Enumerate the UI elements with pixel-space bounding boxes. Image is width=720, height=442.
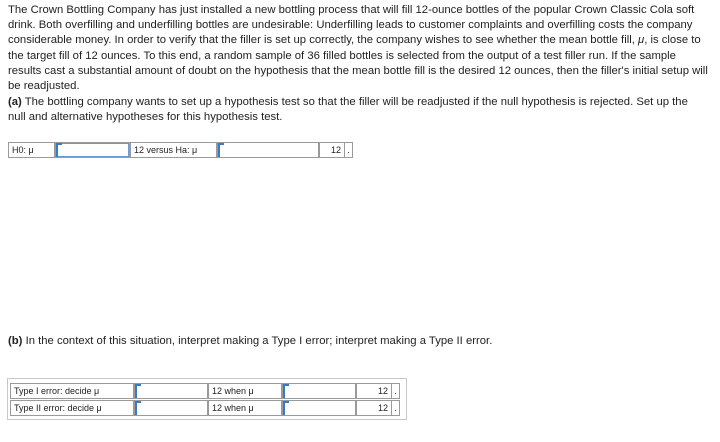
type-ii-middle: 12 when μ bbox=[208, 400, 282, 416]
part-b-text: In the context of this situation, interpret making a Type I error; interpret making a Type II error. bbox=[22, 335, 493, 347]
h0-label: H0: μ bbox=[8, 142, 55, 158]
dropdown-indicator bbox=[56, 143, 58, 157]
ha-operator-dropdown[interactable] bbox=[217, 142, 319, 158]
part-a-text: The bottling company wants to set up a hypothesis test so that the filler will be readjusted if the null hypothesis is rejected. Set up the null and alternative hypotheses for this hypothesis test. bbox=[8, 96, 688, 124]
dropdown-indicator bbox=[283, 384, 285, 398]
part-a-label: (a) bbox=[8, 96, 22, 108]
dropdown-indicator bbox=[283, 401, 285, 415]
part-b-question bbox=[8, 334, 708, 349]
type-i-truth-dropdown[interactable] bbox=[282, 383, 356, 399]
type-i-middle: 12 when μ bbox=[208, 383, 282, 399]
part-b-label: (b) bbox=[8, 335, 23, 347]
type-ii-value: 12 bbox=[356, 400, 392, 416]
dropdown-indicator bbox=[135, 401, 137, 415]
intro-text-2: , is close to the target fill of 12 ounces. To this end, a random sample of 36 filled bottles is selected from the output of a test filler run. If the sample results cast a substantial amount of doubt on the hypothesis that the mean bottle fill is the desired 12 ounces, then the filler's initial setup will be readjusted. bbox=[8, 34, 708, 93]
type-ii-label: Type II error: decide μ bbox=[10, 400, 134, 416]
type-i-label: Type I error: decide μ bbox=[10, 383, 134, 399]
mu-symbol: μ bbox=[638, 34, 645, 47]
type-i-decide-dropdown[interactable] bbox=[134, 383, 208, 399]
type-ii-period: . bbox=[392, 400, 400, 416]
intro-text-1: The Crown Bottling Company has just installed a new bottling process that will fill 12-ounce bottles of the popular Crown Classic Cola soft drink. Both overfilling and underfilling bottles are undesirable: Underfilling leads to customer complaints and overfilling costs the company considerable money. In order to verify that the filler is set up correctly, the company wishes to see whether the mean bottle fill, bbox=[8, 4, 695, 47]
part-a-question bbox=[8, 95, 708, 125]
dropdown-indicator-cap bbox=[283, 401, 289, 403]
type-i-period: . bbox=[392, 383, 400, 399]
dropdown-indicator bbox=[218, 143, 220, 157]
type-ii-truth-dropdown[interactable] bbox=[282, 400, 356, 416]
dropdown-indicator-cap bbox=[135, 401, 141, 403]
dropdown-indicator bbox=[135, 384, 137, 398]
ha-period: . bbox=[345, 142, 353, 158]
type-ii-row bbox=[10, 400, 400, 416]
dropdown-indicator-cap bbox=[283, 384, 289, 386]
dropdown-indicator-cap bbox=[56, 143, 62, 145]
type-ii-decide-dropdown[interactable] bbox=[134, 400, 208, 416]
h0-operator-dropdown[interactable] bbox=[55, 142, 130, 158]
ha-label: 12 versus Ha: μ bbox=[130, 142, 217, 158]
ha-value: 12 bbox=[319, 142, 345, 158]
type-i-row bbox=[10, 383, 400, 399]
dropdown-indicator-cap bbox=[135, 384, 141, 386]
problem-intro bbox=[8, 3, 708, 94]
hypotheses-row bbox=[8, 142, 353, 158]
type-i-value: 12 bbox=[356, 383, 392, 399]
dropdown-indicator-cap bbox=[218, 143, 224, 145]
